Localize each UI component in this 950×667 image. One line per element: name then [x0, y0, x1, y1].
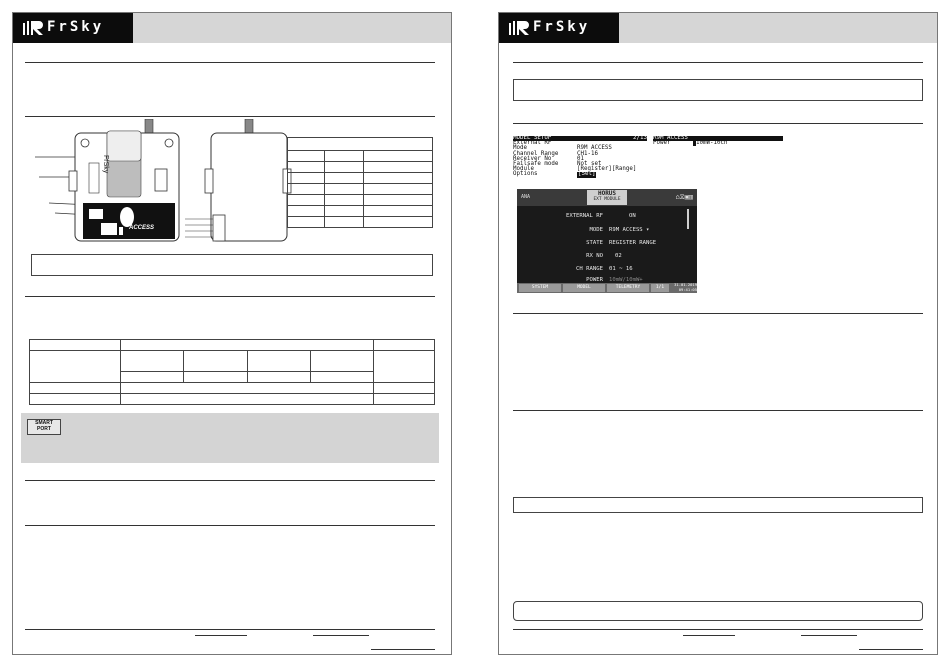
- note-box: [513, 497, 923, 513]
- lcd-options-screen: [653, 136, 787, 150]
- brand-logo: [13, 13, 133, 43]
- frsky-mark-icon: [23, 21, 45, 35]
- footer-line: [859, 649, 923, 650]
- section-rule: [513, 410, 923, 411]
- lcd-options-set[interactable]: [Set]: [578, 171, 596, 178]
- horus-tab-system[interactable]: SYSTEM: [519, 284, 561, 292]
- section-rule: [25, 480, 435, 481]
- horus-ana: ANA: [521, 194, 531, 200]
- footer-line: [371, 649, 435, 650]
- frsky-mark-icon: [509, 21, 531, 35]
- horus-page-indicator: 1/1: [651, 284, 669, 292]
- spec-table: [287, 137, 433, 228]
- footer-rule: [513, 629, 923, 630]
- horus-tabbar: [517, 283, 697, 293]
- note-box: [31, 254, 433, 276]
- horus-ext-module-screen: [517, 189, 697, 293]
- horus-row-label: CH RANGE: [576, 266, 603, 272]
- note-box: [513, 601, 923, 621]
- section-rule: [25, 116, 435, 117]
- smart-port-badge: SMART PORT: [27, 419, 61, 435]
- horus-row-label: RX NO: [586, 253, 603, 259]
- lcd-row: Receiver No 01: [513, 155, 584, 162]
- note-box: [513, 79, 923, 101]
- horus-clock: 31.01.2019 09:41:05: [674, 282, 697, 292]
- lcd-row: Mode R9M ACCESS: [513, 145, 612, 152]
- lcd-model-setup: [513, 136, 647, 176]
- horus-row-value[interactable]: 10mW/10mW+: [609, 277, 643, 283]
- module-diagram: [35, 119, 295, 247]
- horus-row-value[interactable]: ON: [629, 213, 636, 219]
- power-table: [29, 339, 435, 405]
- footer-line: [801, 635, 857, 636]
- horus-row-value[interactable]: REGISTER RANGE: [609, 240, 657, 246]
- horus-row-label: POWER: [586, 277, 603, 283]
- section-rule: [25, 296, 435, 297]
- horus-row-label: EXTERNAL RF: [565, 213, 603, 219]
- horus-topbar: [517, 189, 697, 206]
- horus-row-value[interactable]: R9M ACCESS ▾: [609, 227, 650, 233]
- section-rule: [25, 62, 435, 63]
- brand-logo: [499, 13, 619, 43]
- lcd-row: External RF: [513, 140, 552, 147]
- horus-row-label: STATE: [586, 240, 603, 246]
- brand-wordmark: FrSky: [47, 19, 105, 35]
- horus-tab-model[interactable]: MODEL: [563, 284, 605, 292]
- brand-wordmark: FrSky: [533, 19, 591, 35]
- lcd-row: Channel Range CH1-16: [513, 150, 598, 157]
- footer-line: [195, 635, 247, 636]
- section-rule: [25, 525, 435, 526]
- lcd-row: Options [Set]: [513, 171, 596, 178]
- footer-line: [313, 635, 369, 636]
- horus-scrollbar[interactable]: [687, 209, 689, 229]
- horus-row-value[interactable]: 01 ~ 16: [609, 266, 633, 272]
- section-rule: [513, 123, 923, 124]
- horus-row-label: MODE: [589, 227, 603, 233]
- horus-tab-telemetry[interactable]: TELEMETRY: [607, 284, 649, 292]
- right-page: [498, 12, 938, 655]
- module-access-label: ACCESS: [129, 225, 155, 231]
- page-header: [13, 13, 451, 43]
- lcd-header: MODEL SETUP 2/13: [513, 135, 647, 141]
- module-side-label: FrSky: [102, 155, 109, 174]
- footer-line: [683, 635, 735, 636]
- section-rule: [513, 313, 923, 314]
- horus-row-value[interactable]: 02: [615, 253, 622, 259]
- page-header: [499, 13, 937, 43]
- footer-rule: [25, 629, 435, 630]
- smart-port-note: [21, 413, 439, 463]
- lcd-row: Failsafe mode Not set: [513, 161, 602, 168]
- horus-title: HORUS EXT MODULE: [587, 190, 627, 205]
- left-page: [12, 12, 452, 655]
- lcd-options-header: R9M ACCESS: [653, 136, 783, 141]
- horus-status-icons: ⌂⧖▣▥: [675, 193, 693, 201]
- lcd-row: Module [Register][Range]: [513, 166, 637, 173]
- section-rule: [513, 62, 923, 63]
- lcd-power-value[interactable]: 10mW-10ch: [693, 141, 727, 146]
- lcd-power-label: Power: [653, 140, 671, 147]
